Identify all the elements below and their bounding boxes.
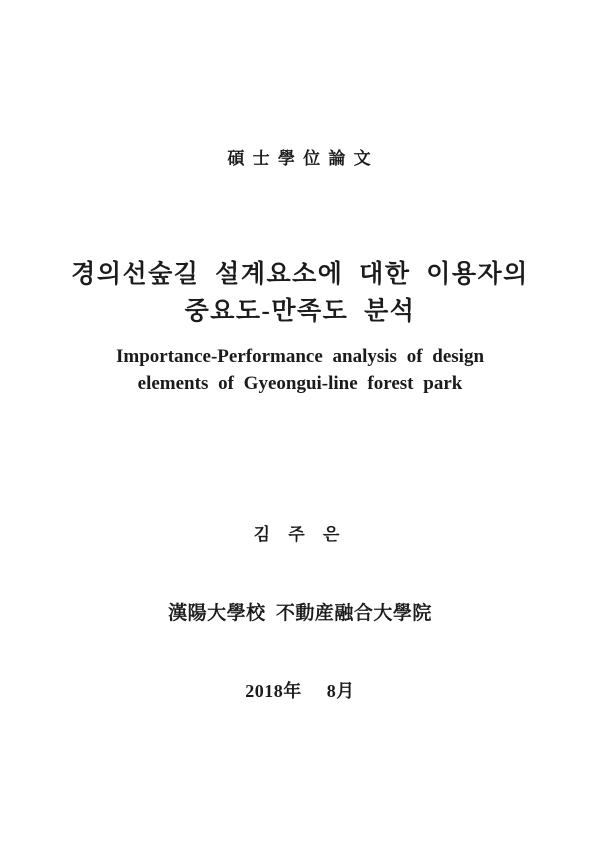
thesis-title-korean-line1: 경의선숲길 설계요소에 대한 이용자의 — [71, 261, 529, 288]
publication-date: 2018年 8月 — [245, 681, 355, 701]
author-name: 김 주 은 — [253, 525, 347, 544]
institution-name: 漢陽大學校 不動産融合大學院 — [168, 603, 432, 624]
thesis-title-english-line1: Importance-Performance analysis of design — [115, 346, 485, 367]
degree-label: 碩 士 學 位 論 文 — [227, 149, 373, 168]
thesis-title-english-line2: elements of Gyeongui-line forest park — [137, 373, 463, 394]
thesis-title-korean-line2: 중요도-만족도 분석 — [184, 298, 416, 325]
